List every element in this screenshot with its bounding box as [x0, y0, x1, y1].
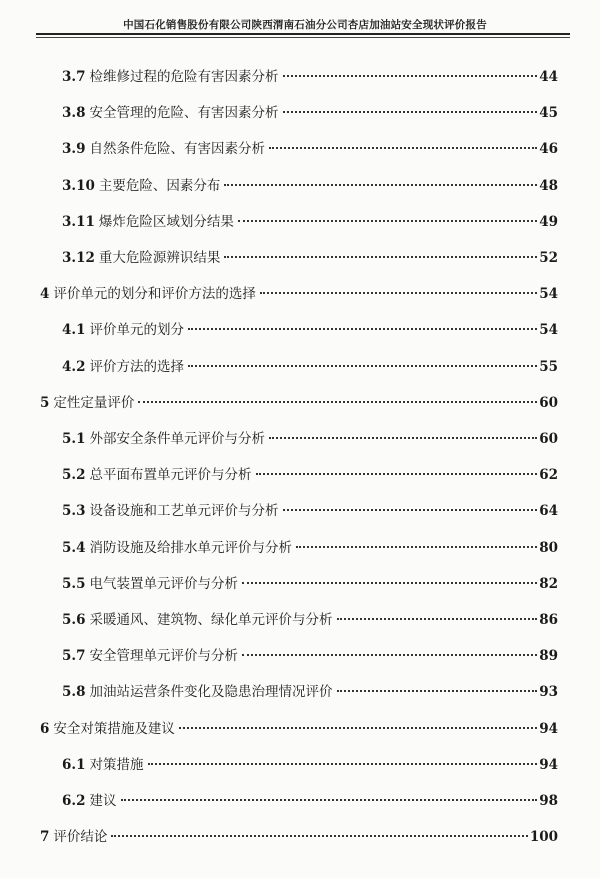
toc-entry-text: 评价方法的选择: [89, 358, 184, 375]
toc-entry-title: [62, 177, 222, 195]
toc-leader-dots: [337, 690, 538, 692]
toc-entry-title: [62, 430, 267, 448]
toc-entry-page: 93: [539, 684, 558, 701]
toc-entry-number: 5.8: [62, 684, 86, 701]
toc-entry-title: [62, 358, 186, 376]
toc-entry-page: 54: [539, 286, 558, 303]
toc-entry-title: [62, 213, 236, 231]
toc-leader-dots: [148, 763, 538, 765]
toc-entry[interactable]: [62, 430, 558, 448]
toc-entry-number: 3.8: [62, 105, 86, 122]
toc-entry-text: 总平面布置单元评价与分析: [89, 467, 252, 484]
toc-entry-page: 62: [539, 467, 558, 484]
toc-entry-page: 44: [539, 69, 558, 85]
toc-entry-page: 98: [539, 793, 558, 809]
toc-entry[interactable]: [62, 611, 558, 629]
toc-entry-text: 对策措施: [89, 756, 144, 773]
toc-entry-number: 3.11: [62, 213, 95, 230]
toc-entry-page: 48: [539, 177, 558, 194]
toc-entry-text: 安全管理的危险、有害因素分析: [89, 105, 279, 122]
toc-entry-page: 45: [539, 105, 558, 122]
toc-leader-dots: [188, 365, 537, 367]
toc-leader-dots: [260, 292, 537, 294]
toc-entry[interactable]: [62, 539, 558, 557]
toc-entry-page: 94: [539, 720, 558, 737]
toc-leader-dots: [242, 582, 537, 584]
toc-entry[interactable]: [40, 720, 558, 738]
toc-entry-page: 80: [539, 539, 558, 556]
toc-entry-title: [40, 828, 109, 846]
toc-entry-number: 3.10: [62, 177, 95, 194]
toc-entry[interactable]: [40, 285, 558, 303]
toc-entry-title: [62, 502, 281, 520]
toc-entry-title: [40, 720, 177, 738]
toc-entry-page: 52: [539, 250, 558, 266]
toc-entry-page: 82: [539, 575, 558, 592]
page-header: 中国石化销售股份有限公司陕西渭南石油分公司杏店加油站安全现状评价报告: [123, 19, 487, 31]
toc-entry[interactable]: [62, 502, 558, 520]
toc-entry[interactable]: [62, 140, 558, 158]
toc-leader-dots: [337, 618, 538, 620]
toc-entry-page: 46: [539, 141, 558, 158]
toc-entry[interactable]: [62, 575, 558, 593]
toc-entry-number: 3.12: [62, 250, 95, 266]
toc-entry-number: 4.2: [62, 358, 86, 375]
toc-leader-dots: [188, 328, 537, 330]
toc-entry-page: 94: [539, 756, 558, 773]
toc-entry-title: [62, 756, 146, 774]
toc-leader-dots: [296, 546, 537, 548]
toc-entry-title: [62, 792, 119, 810]
toc-entry-number: 6.2: [62, 793, 86, 809]
toc-entry-number: 5.1: [62, 431, 86, 447]
toc-entry-title: [62, 611, 335, 629]
toc-entry-text: 评价单元的划分: [89, 322, 184, 339]
toc-entry-page: 89: [539, 648, 558, 665]
toc-entry-title: [62, 647, 240, 665]
toc-leader-dots: [111, 835, 527, 837]
toc-entry-text: 主要危险、因素分布: [98, 177, 221, 194]
toc-entry[interactable]: [62, 683, 558, 701]
toc-entry[interactable]: [62, 466, 558, 484]
toc-entry-page: 55: [539, 358, 558, 375]
toc-entry-number: 4.1: [62, 322, 86, 339]
toc-entry-number: 5.5: [62, 575, 86, 592]
toc-entry[interactable]: [62, 68, 558, 86]
toc-entry-title: [62, 575, 240, 593]
toc-entry[interactable]: [62, 249, 558, 267]
toc-entry-page: 60: [539, 394, 558, 411]
toc-entry-title: [62, 466, 254, 484]
toc-entry[interactable]: [62, 792, 558, 810]
toc-entry-number: 5.2: [62, 467, 86, 484]
toc-entry-title: [62, 68, 281, 86]
toc-entry[interactable]: [62, 647, 558, 665]
toc-entry[interactable]: [62, 321, 558, 339]
toc-entry-text: 评价结论: [53, 829, 108, 846]
toc-entry-number: 6: [40, 720, 50, 737]
toc-entry-page: 86: [539, 612, 558, 628]
toc-leader-dots: [283, 111, 538, 113]
toc-entry-number: 4: [40, 286, 50, 303]
toc-leader-dots: [224, 256, 537, 258]
toc-entry-text: 检维修过程的危险有害因素分析: [89, 69, 279, 85]
toc-entry-text: 重大危险源辨识结果: [98, 250, 221, 266]
toc-leader-dots: [224, 184, 537, 186]
toc-leader-dots: [238, 220, 537, 222]
toc-entry-title: [62, 249, 222, 267]
toc-entry-page: 100: [529, 829, 558, 846]
toc-entry-text: 自然条件危险、有害因素分析: [89, 141, 265, 158]
toc-entry-text: 评价单元的划分和评价方法的选择: [53, 286, 256, 303]
toc-entry-title: [40, 394, 136, 412]
toc-entry-title: [62, 539, 294, 557]
toc-entry-number: 5.4: [62, 539, 86, 556]
toc-entry-text: 设备设施和工艺单元评价与分析: [89, 503, 279, 520]
toc-entry-page: 60: [539, 431, 558, 447]
toc-leader-dots: [269, 147, 537, 149]
toc-entry[interactable]: [62, 104, 558, 122]
toc-entry-title: [62, 140, 267, 158]
toc-leader-dots: [269, 437, 537, 439]
toc-entry-title: [62, 104, 281, 122]
toc-entry-number: 5.7: [62, 648, 86, 665]
toc-entry-text: 外部安全条件单元评价与分析: [89, 431, 265, 447]
toc-leader-dots: [121, 799, 538, 801]
toc-leader-dots: [283, 509, 538, 511]
toc-entry[interactable]: [40, 394, 558, 412]
toc-entry[interactable]: [62, 213, 558, 231]
toc-leader-dots: [256, 473, 538, 475]
toc-leader-dots: [283, 75, 538, 77]
toc-entry-text: 电气装置单元评价与分析: [89, 575, 238, 592]
toc-entry-text: 安全对策措施及建议: [53, 720, 175, 737]
toc-entry[interactable]: [62, 177, 558, 195]
toc-entry-page: 49: [539, 213, 558, 230]
toc-entry-number: 6.1: [62, 756, 86, 773]
toc-leader-dots: [242, 654, 537, 656]
toc-entry-text: 消防设施及给排水单元评价与分析: [89, 539, 292, 556]
toc-entry-number: 5.6: [62, 612, 86, 628]
toc-leader-dots: [138, 401, 537, 403]
toc-entry-text: 定性定量评价: [53, 394, 135, 411]
toc-entry[interactable]: [62, 756, 558, 774]
toc-entry-number: 7: [40, 829, 50, 846]
toc-entry-text: 建议: [89, 793, 117, 809]
toc-entry-number: 5: [40, 394, 50, 411]
toc-entry[interactable]: [62, 358, 558, 376]
toc-entry-number: 3.7: [62, 69, 86, 85]
toc-entry-text: 采暖通风、建筑物、绿化单元评价与分析: [89, 612, 333, 628]
toc-entry-title: [62, 683, 335, 701]
toc-entry[interactable]: [40, 828, 558, 846]
toc-entry-number: 5.3: [62, 503, 86, 520]
toc-entry-page: 64: [539, 503, 558, 520]
toc-entry-number: 3.9: [62, 141, 86, 158]
toc-entry-title: [62, 321, 186, 339]
toc-entry-title: [40, 285, 258, 303]
toc-entry-text: 爆炸危险区域划分结果: [98, 213, 234, 230]
toc-entry-page: 54: [539, 322, 558, 339]
toc-entry-text: 安全管理单元评价与分析: [89, 648, 238, 665]
toc-entry-text: 加油站运营条件变化及隐患治理情况评价: [89, 684, 333, 701]
toc-leader-dots: [179, 727, 537, 729]
